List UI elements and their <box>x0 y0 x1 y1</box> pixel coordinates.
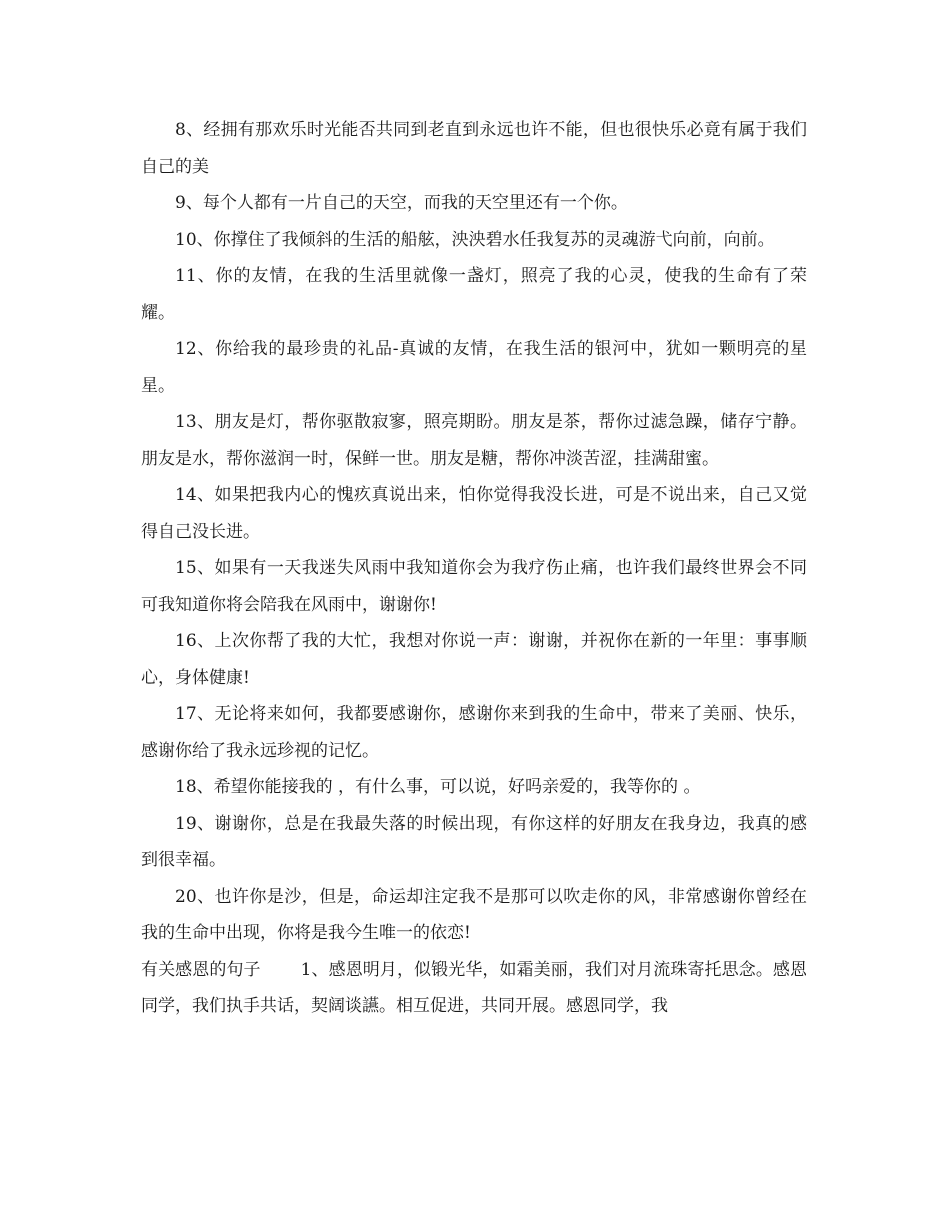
document-body <box>141 112 807 1025</box>
paragraph-8: 8、经拥有那欢乐时光能否共同到老直到永远也许不能，但也很快乐必竟有属于我们自己的美 <box>141 120 807 177</box>
paragraph-13: 13、朋友是灯，帮你驱散寂寥，照亮期盼。朋友是茶，帮你过滤急躁，储存宁静。朋友是水，帮你滋润一时，保鲜一世。朋友是糖，帮你冲淡苦涩，挂满甜蜜。 <box>141 412 807 469</box>
section-text: 1、感恩明月，似锻光华，如霜美丽，我们对月流珠寄托思念。感恩同学，我们执手共话，契阔谈讌。相互促进，共同开展。感恩同学，我 <box>141 959 807 1016</box>
section-paragraph <box>141 952 807 1025</box>
paragraph-12: 12、你给我的最珍贵的礼品-真诚的友情，在我生活的银河中，犹如一颗明亮的星星。 <box>141 339 807 396</box>
section-heading: 有关感恩的句子 <box>141 959 261 980</box>
paragraph-10: 10、你撑住了我倾斜的生活的船舷，泱泱碧水任我复苏的灵魂游弋向前，向前。 <box>175 229 775 250</box>
paragraph-18: 18、希望你能接我的 ，有什么事，可以说，好吗亲爱的，我等你的 。 <box>175 777 701 797</box>
paragraph-20: 20、也许你是沙，但是，命运却注定我不是那可以吹走你的风，非常感谢你曾经在我的生命中出现，你将是我今生唯一的依恋! <box>141 886 807 943</box>
paragraph-11: 11、你的友情，在我的生活里就像一盏灯，照亮了我的心灵，使我的生命有了荣耀。 <box>141 266 807 323</box>
paragraph-16: 16、上次你帮了我的大忙，我想对你说一声：谢谢，并祝你在新的一年里：事事顺心，身体健康! <box>141 631 807 688</box>
paragraph-17: 17、无论将来如何，我都要感谢你，感谢你来到我的生命中，带来了美丽、快乐，感谢你给了我永远珍视的记忆。 <box>141 704 807 761</box>
paragraph-19: 19、谢谢你，总是在我最失落的时候出现，有你这样的好朋友在我身边，我真的感到很幸福。 <box>141 813 807 870</box>
paragraph-15: 15、如果有一天我迷失风雨中我知道你会为我疗伤止痛，也许我们最终世界会不同可我知道你将会陪我在风雨中，谢谢你! <box>141 558 807 615</box>
paragraph-9: 9、每个人都有一片自己的天空，而我的天空里还有一个你。 <box>175 193 628 213</box>
paragraph-14: 14、如果把我内心的愧疚真说出来，怕你觉得我没长进，可是不说出来，自己又觉得自己没长进。 <box>141 485 807 542</box>
